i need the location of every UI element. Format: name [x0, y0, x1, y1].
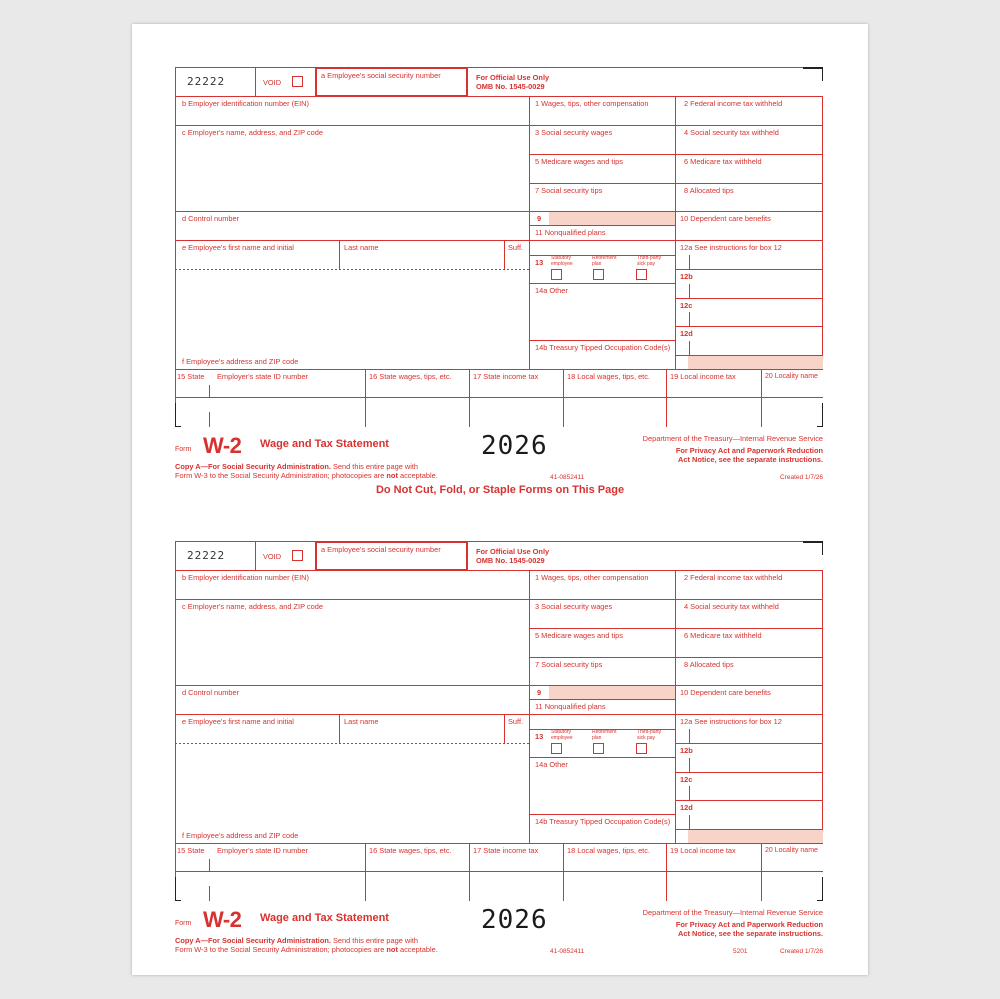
- box17-label: 17 State income tax: [473, 846, 539, 855]
- box14a-label: 14a Other: [535, 286, 568, 295]
- form-label: Form: [175, 920, 192, 927]
- box-c-label: c Employer's name, address, and ZIP code: [182, 128, 323, 137]
- box2-label: 2 Federal income tax withheld: [684, 573, 783, 582]
- privacy-line-2: Act Notice, see the separate instructions.: [678, 929, 823, 938]
- form-name: W-2: [203, 907, 242, 932]
- box6-label: 6 Medicare tax withheld: [684, 157, 762, 166]
- box18-label: 18 Local wages, tips, etc.: [567, 846, 650, 855]
- copy-a-line-2: Form W-3 to the Social Security Administration; photocopies are not acceptable.: [175, 471, 438, 480]
- form-label: Form: [175, 446, 192, 453]
- box8-label: 8 Allocated tips: [684, 660, 734, 669]
- box3-label: 3 Social security wages: [535, 128, 613, 137]
- box1-label: 1 Wages, tips, other compensation: [535, 99, 649, 108]
- box19-label: 19 Local income tax: [670, 372, 736, 381]
- box20-label: 20 Locality name: [765, 373, 818, 380]
- box4-label: 4 Social security tax withheld: [684, 128, 779, 137]
- copy-a-line-2: Form W-3 to the Social Security Administration; photocopies are not acceptable.: [175, 945, 438, 954]
- box3-label: 3 Social security wages: [535, 602, 613, 611]
- privacy-line-1: For Privacy Act and Paperwork Reduction: [675, 920, 823, 929]
- box16-label: 16 State wages, tips, etc.: [369, 372, 452, 381]
- form-footer: [175, 905, 823, 957]
- box-f-label: f Employee's address and ZIP code: [182, 357, 299, 366]
- catalog-number: 41-0852411: [550, 948, 585, 955]
- third-party-checkbox[interactable]: [636, 743, 647, 754]
- omb-number: OMB No. 1545-0029: [476, 556, 545, 565]
- box11-label: 11 Nonqualified plans: [535, 228, 606, 237]
- box9-shade: [549, 686, 675, 699]
- box12a-label: 12a See instructions for box 12: [680, 243, 782, 252]
- created-date: Created 1/7/26: [779, 474, 823, 481]
- box14b-label: 14b Treasury Tipped Occupation Code(s): [535, 817, 671, 826]
- void-label: VOID: [263, 552, 282, 561]
- box13-label: 13: [535, 732, 544, 741]
- third-party-label: Third-party sick pay: [637, 255, 662, 267]
- copy-a-line-1: Copy A—For Social Security Administration. Send this entire page with: [175, 462, 419, 471]
- box12b-label: 12b: [680, 272, 693, 281]
- form-code: 22222: [187, 549, 226, 562]
- void-checkbox[interactable]: [292, 550, 303, 561]
- box-e-label: e Employee's first name and initial: [182, 243, 294, 252]
- retirement-label: Retirement plan: [592, 729, 617, 741]
- box2-label: 2 Federal income tax withheld: [684, 99, 783, 108]
- box20-label: 20 Locality name: [765, 847, 818, 854]
- box12d-label: 12d: [680, 803, 693, 812]
- box12d-label: 12d: [680, 329, 693, 338]
- box-d-label: d Control number: [182, 688, 240, 697]
- last-name-label: Last name: [344, 243, 379, 252]
- official-use: For Official Use Only: [476, 73, 550, 82]
- box19-label: 19 Local income tax: [670, 846, 736, 855]
- third-party-checkbox[interactable]: [636, 269, 647, 280]
- box4-label: 4 Social security tax withheld: [684, 602, 779, 611]
- tax-year: 2026: [481, 905, 548, 935]
- box16-label: 16 State wages, tips, etc.: [369, 846, 452, 855]
- box13-label: 13: [535, 258, 544, 267]
- box15-label: 15 State: [177, 372, 205, 381]
- form-code: 22222: [187, 75, 226, 88]
- statutory-label: Statutory employee: [551, 255, 573, 267]
- statutory-label: Statutory employee: [551, 729, 573, 741]
- void-label: VOID: [263, 78, 282, 87]
- box12b-label: 12b: [680, 746, 693, 755]
- box11-label: 11 Nonqualified plans: [535, 702, 606, 711]
- box5-label: 5 Medicare wages and tips: [535, 157, 623, 166]
- box14b-label: 14b Treasury Tipped Occupation Code(s): [535, 343, 671, 352]
- box10-label: 10 Dependent care benefits: [680, 688, 771, 697]
- box-a-label: a Employee's social security number: [321, 71, 441, 80]
- retirement-checkbox[interactable]: [593, 743, 604, 754]
- department-text: Department of the Treasury—Internal Revenue Service: [642, 434, 823, 443]
- box7-label: 7 Social security tips: [535, 186, 603, 195]
- retirement-checkbox[interactable]: [593, 269, 604, 280]
- w2-form-1: [175, 67, 823, 481]
- box-e-label: e Employee's first name and initial: [182, 717, 294, 726]
- state-id-label: Employer's state ID number: [217, 372, 308, 381]
- suffix-label: Suff.: [508, 717, 524, 726]
- box5-label: 5 Medicare wages and tips: [535, 631, 623, 640]
- box6-label: 6 Medicare tax withheld: [684, 631, 762, 640]
- box-f-label: f Employee's address and ZIP code: [182, 831, 299, 840]
- tax-year: 2026: [481, 431, 548, 461]
- box-a-label: a Employee's social security number: [321, 545, 441, 554]
- form-number: 5201: [733, 948, 748, 955]
- state-id-label: Employer's state ID number: [217, 846, 308, 855]
- shaded-area: [688, 356, 823, 369]
- suffix-label: Suff.: [508, 243, 524, 252]
- box14a-label: 14a Other: [535, 760, 568, 769]
- department-text: Department of the Treasury—Internal Revenue Service: [642, 908, 823, 917]
- third-party-label: Third-party sick pay: [637, 729, 662, 741]
- last-name-label: Last name: [344, 717, 379, 726]
- copy-a-line-1: Copy A—For Social Security Administration. Send this entire page with: [175, 936, 419, 945]
- box-d-label: d Control number: [182, 214, 240, 223]
- form-footer: [175, 431, 823, 483]
- box17-label: 17 State income tax: [473, 372, 539, 381]
- catalog-number: 41-0852411: [550, 474, 585, 481]
- box9-label: 9: [537, 214, 542, 223]
- void-checkbox[interactable]: [292, 76, 303, 87]
- retirement-label: Retirement plan: [592, 255, 617, 267]
- box-b-label: b Employer identification number (EIN): [182, 573, 309, 582]
- box8-label: 8 Allocated tips: [684, 186, 734, 195]
- statutory-checkbox[interactable]: [551, 743, 562, 754]
- box15-label: 15 State: [177, 846, 205, 855]
- box-b-label: b Employer identification number (EIN): [182, 99, 309, 108]
- box10-label: 10 Dependent care benefits: [680, 214, 771, 223]
- box9-shade: [549, 212, 675, 225]
- privacy-line-2: Act Notice, see the separate instructions.: [678, 455, 823, 464]
- form-title: Wage and Tax Statement: [260, 912, 389, 924]
- box12c-label: 12c: [680, 775, 693, 784]
- privacy-line-1: For Privacy Act and Paperwork Reduction: [675, 446, 823, 455]
- omb-number: OMB No. 1545-0029: [476, 82, 545, 91]
- box9-label: 9: [537, 688, 542, 697]
- form-name: W-2: [203, 433, 242, 458]
- statutory-checkbox[interactable]: [551, 269, 562, 280]
- box7-label: 7 Social security tips: [535, 660, 603, 669]
- official-use: For Official Use Only: [476, 547, 550, 556]
- do-not-cut-notice: Do Not Cut, Fold, or Staple Forms on This Page: [375, 484, 625, 496]
- shaded-area: [688, 830, 823, 843]
- w2-form-2: [175, 541, 823, 955]
- box12a-label: 12a See instructions for box 12: [680, 717, 782, 726]
- form-title: Wage and Tax Statement: [260, 438, 389, 450]
- created-date: Created 1/7/26: [779, 948, 823, 955]
- box1-label: 1 Wages, tips, other compensation: [535, 573, 649, 582]
- box-c-label: c Employer's name, address, and ZIP code: [182, 602, 323, 611]
- box18-label: 18 Local wages, tips, etc.: [567, 372, 650, 381]
- box12c-label: 12c: [680, 301, 693, 310]
